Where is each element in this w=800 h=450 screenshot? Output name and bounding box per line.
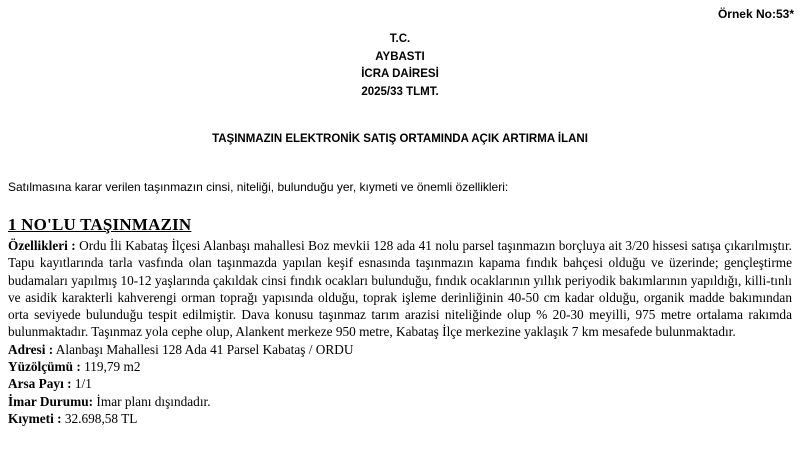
ozellikleri-value: Ordu İli Kabataş İlçesi Alanbaşı mahallesi Boz mevkii 128 ada 41 nolu parsel taşınmazın borçluya ait 3/20 hissesi satışa çıkarılmıştır. Tapu kayıtlarında tarla vasfında olan taşınmazda yapılan keşif esnasında taşınmazın kapama fındık bahçesi olduğu ve üzerinde; gençleştirme budamaları yapılmış 10-12 yaşlarında çakıldak cinsi fındık ocakları bulunduğu, fındık ocaklarının yıllık periyodik bakımlarının yapıldığı, killi-tınlı ve asidik karakterli kahverengi orman toprağı yapısında olduğu, toprak işleme derinliğinin 40-50 cm kadar olduğu, organik madde bakımından orta seviyede bulunduğu tespit edilmiştir. Dava konusu taşınmaz tarım arazisi niteliğinde olup % 20-30 meyilli, 975 metre ortalama rakımda bulunmaktadır. Taşınmaz yola cephe olup, Alankent merkeze 950 metre, Kabataş İlçe merkezine yaklaşık 7 km mesafede bulunmaktadır. [8, 238, 792, 340]
property-details [8, 237, 792, 427]
yuzolcumu-row [8, 358, 792, 375]
imar-value: İmar planı dışındadır. [93, 393, 211, 409]
header-city: AYBASTI [375, 50, 425, 63]
imar-label: İmar Durumu: [8, 393, 94, 409]
header-file-number: 2025/33 TLMT. [361, 85, 439, 98]
header-tc: T.C. [389, 33, 411, 45]
kiymeti-value: 32.698,58 TL [61, 410, 138, 426]
imar-row [8, 393, 792, 410]
yuzolcumu-label: Yüzölçümü : [8, 359, 81, 375]
notice-title: TAŞINMAZIN ELEKTRONİK SATIŞ ORTAMINDA AÇIK ARTIRMA İLANI [212, 133, 588, 145]
header-office: İCRA DAİRESİ [361, 68, 439, 80]
arsa-payi-label: Arsa Payı : [8, 376, 72, 392]
kiymeti-row [8, 410, 792, 427]
adresi-value: Alanbaşı Mahallesi 128 Ada 41 Parsel Kabataş / ORDU [53, 341, 354, 357]
ozellikleri-paragraph [8, 237, 792, 341]
document-header [0, 31, 800, 101]
arsa-payi-value: 1/1 [71, 376, 92, 392]
section-title: 1 NO'LU TAŞINMAZIN [8, 215, 192, 234]
arsa-payi-row [8, 375, 792, 392]
kiymeti-label: Kıymeti : [8, 410, 62, 426]
intro-text: Satılmasına karar verilen taşınmazın cinsi, niteliği, bulunduğu yer, kıymeti ve önemli özellikleri: [8, 180, 509, 194]
adresi-row [8, 341, 792, 358]
ozellikleri-label: Özellikleri : [8, 238, 76, 253]
adresi-label: Adresi : [8, 341, 54, 357]
yuzolcumu-value: 119,79 m2 [80, 359, 141, 375]
ornek-number: Örnek No:53* [717, 7, 794, 21]
